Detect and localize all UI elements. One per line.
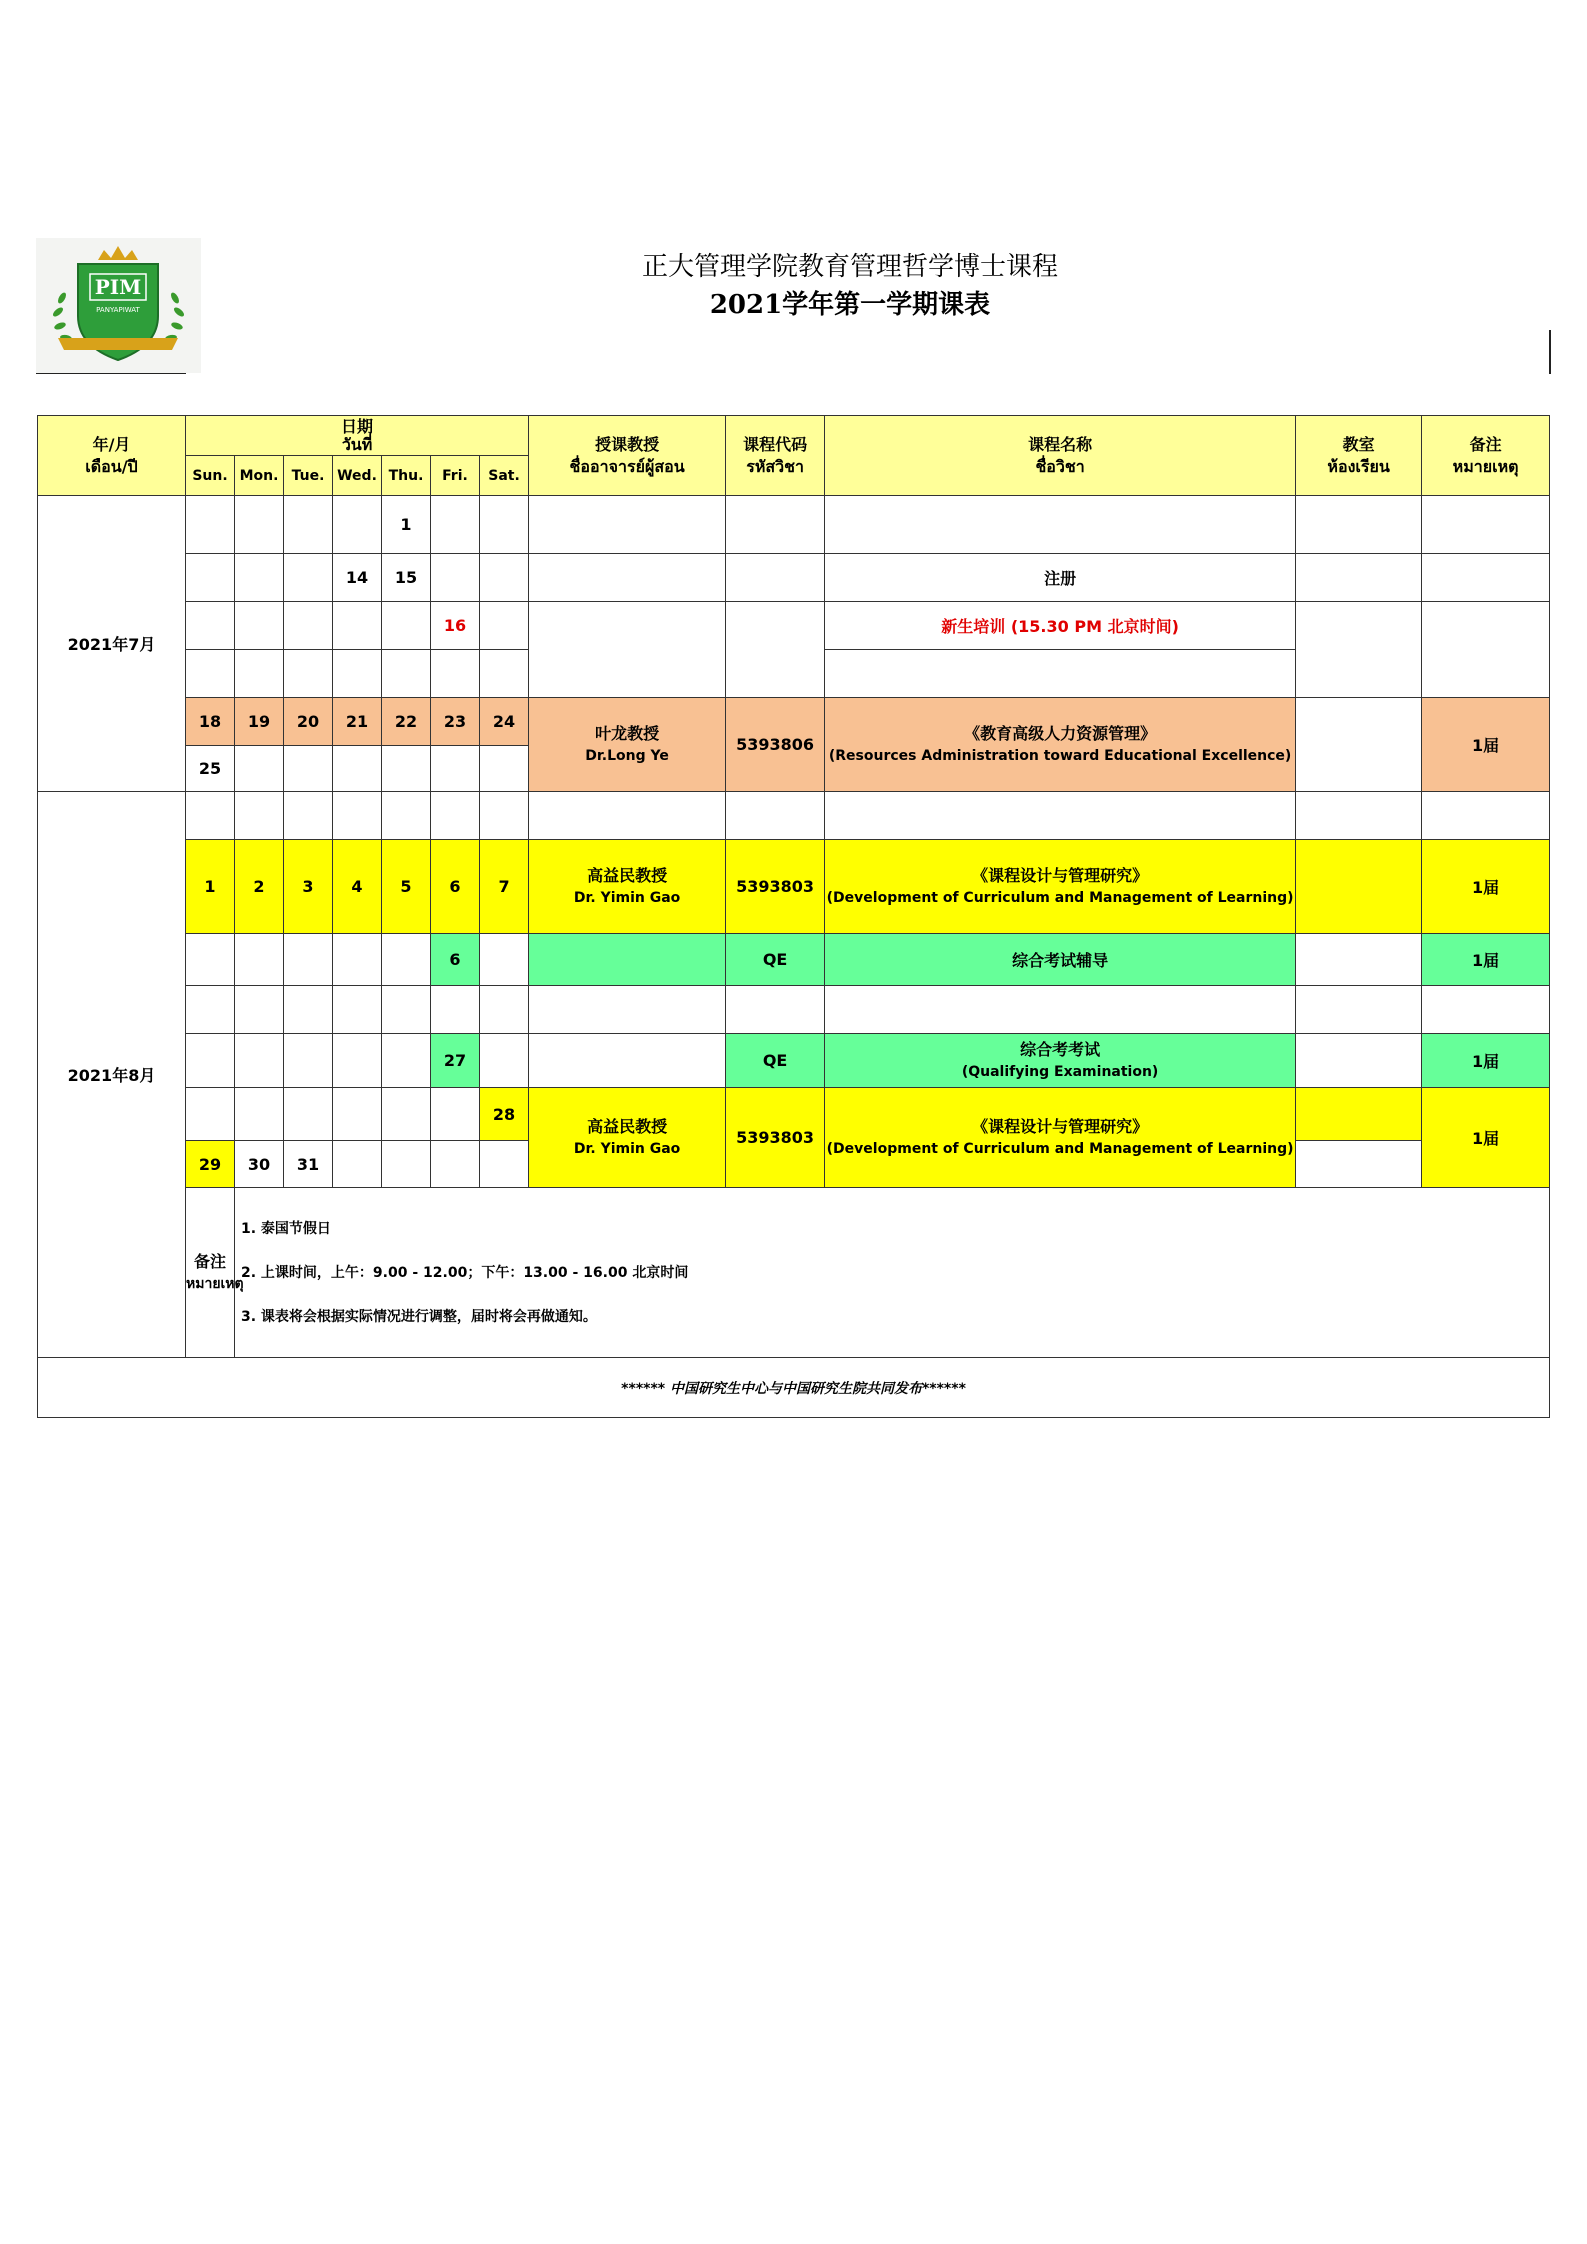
title-line-1: 正大管理学院教育管理哲学博士课程 bbox=[641, 252, 1058, 282]
teacher-header: 授课教授 ชื่ออาจารย์ผู้สอน bbox=[529, 416, 726, 496]
teacher-cell: 高益民教授 Dr. Yimin Gao bbox=[529, 840, 726, 934]
schedule-table bbox=[37, 415, 1550, 1418]
day-thu: Thu. bbox=[382, 456, 431, 496]
date-cell: 7 bbox=[480, 840, 529, 934]
month-august: 2021年8月 bbox=[38, 792, 186, 1358]
table-row bbox=[38, 602, 1550, 650]
date-cell: 6 bbox=[431, 934, 480, 986]
date-cell: 28 bbox=[480, 1088, 529, 1141]
date-cell: 4 bbox=[333, 840, 382, 934]
date-cell: 15 bbox=[382, 554, 431, 602]
date-cell: 27 bbox=[431, 1034, 480, 1088]
code-header: 课程代码 รหัสวิชา bbox=[726, 416, 825, 496]
code-cell: 5393806 bbox=[726, 698, 825, 792]
svg-text:PIM: PIM bbox=[94, 275, 142, 299]
date-cell: 16 bbox=[431, 602, 480, 650]
note-cell: 1届 bbox=[1422, 698, 1550, 792]
date-cell: 5 bbox=[382, 840, 431, 934]
course-cell: 《课程设计与管理研究》 (Development of Curriculum and Management of Learning) bbox=[825, 840, 1296, 934]
course-header: 课程名称 ชื่อวิชา bbox=[825, 416, 1296, 496]
table-row bbox=[38, 934, 1550, 986]
note-cell: 1届 bbox=[1422, 1034, 1550, 1088]
table-header-row bbox=[38, 416, 1550, 456]
course-cell: 注册 bbox=[825, 554, 1296, 602]
table-row bbox=[38, 792, 1550, 840]
date-cell: 25 bbox=[186, 746, 235, 792]
course-cell: 新生培训 (15.30 PM 北京时间) bbox=[825, 602, 1296, 650]
table-row bbox=[38, 1034, 1550, 1088]
code-cell: QE bbox=[726, 934, 825, 986]
date-cell: 23 bbox=[431, 698, 480, 746]
date-cell: 1 bbox=[186, 840, 235, 934]
date-cell: 19 bbox=[235, 698, 284, 746]
date-cell: 6 bbox=[431, 840, 480, 934]
date-cell: 22 bbox=[382, 698, 431, 746]
svg-text:PANYAPIWAT: PANYAPIWAT bbox=[96, 306, 140, 314]
table-row bbox=[38, 840, 1550, 934]
date-cell: 18 bbox=[186, 698, 235, 746]
month-july: 2021年7月 bbox=[38, 496, 186, 792]
day-tue: Tue. bbox=[284, 456, 333, 496]
date-cell: 3 bbox=[284, 840, 333, 934]
date-cell: 29 bbox=[186, 1141, 235, 1188]
room-header: 教室 ห้องเรียน bbox=[1296, 416, 1422, 496]
date-cell: 30 bbox=[235, 1141, 284, 1188]
table-row bbox=[38, 1088, 1550, 1141]
teacher-cell: 高益民教授 Dr. Yimin Gao bbox=[529, 1088, 726, 1188]
note-cell: 1届 bbox=[1422, 1088, 1550, 1188]
teacher-cell: 叶龙教授 Dr.Long Ye bbox=[529, 698, 726, 792]
logo-underline bbox=[36, 373, 186, 374]
note-cell: 1届 bbox=[1422, 840, 1550, 934]
day-sun: Sun. bbox=[186, 456, 235, 496]
code-cell: 5393803 bbox=[726, 1088, 825, 1188]
date-cell: 24 bbox=[480, 698, 529, 746]
date-cell: 21 bbox=[333, 698, 382, 746]
day-mon: Mon. bbox=[235, 456, 284, 496]
code-cell: QE bbox=[726, 1034, 825, 1088]
notes-row bbox=[38, 1188, 1550, 1358]
note-item: 1. 泰国节假日 bbox=[241, 1220, 331, 1237]
date-cell: 1 bbox=[382, 496, 431, 554]
pim-logo bbox=[36, 238, 201, 373]
date-cell: 14 bbox=[333, 554, 382, 602]
table-row bbox=[38, 554, 1550, 602]
course-cell: 《课程设计与管理研究》 (Development of Curriculum and Management of Learning) bbox=[825, 1088, 1296, 1188]
note-item: 2. 上课时间，上午：9.00 - 12.00；下午：13.00 - 16.00 北京时间 bbox=[241, 1264, 689, 1281]
note-header: 备注 หมายเหตุ bbox=[1422, 416, 1550, 496]
footer-row bbox=[38, 1358, 1550, 1418]
day-fri: Fri. bbox=[431, 456, 480, 496]
code-cell: 5393803 bbox=[726, 840, 825, 934]
date-cell: 20 bbox=[284, 698, 333, 746]
note-item: 3. 课表将会根据实际情况进行调整，届时将会再做通知。 bbox=[241, 1308, 597, 1325]
course-cell: 《教育高级人力资源管理》 (Resources Administration toward Educational Excellence) bbox=[825, 698, 1296, 792]
day-wed: Wed. bbox=[333, 456, 382, 496]
course-cell: 综合考考试 (Qualifying Examination) bbox=[825, 1034, 1296, 1088]
page-title bbox=[400, 248, 1300, 324]
date-header: 日期 วันที่ bbox=[186, 416, 529, 456]
notes-list bbox=[235, 1188, 1550, 1358]
header-right-rule bbox=[1549, 330, 1551, 374]
note-cell: 1届 bbox=[1422, 934, 1550, 986]
month-header: 年/月 เดือน/ปี bbox=[38, 416, 186, 496]
footer-text: ****** 中国研究生中心与中国研究生院共同发布****** bbox=[38, 1358, 1550, 1418]
table-row bbox=[38, 496, 1550, 554]
table-row bbox=[38, 698, 1550, 746]
table-row bbox=[38, 986, 1550, 1034]
date-cell: 31 bbox=[284, 1141, 333, 1188]
day-sat: Sat. bbox=[480, 456, 529, 496]
title-line-2: 2021学年第一学期课表 bbox=[709, 290, 991, 320]
course-cell: 综合考试辅导 bbox=[825, 934, 1296, 986]
notes-label: 备注 หมายเหตุ bbox=[186, 1188, 235, 1358]
date-cell: 2 bbox=[235, 840, 284, 934]
